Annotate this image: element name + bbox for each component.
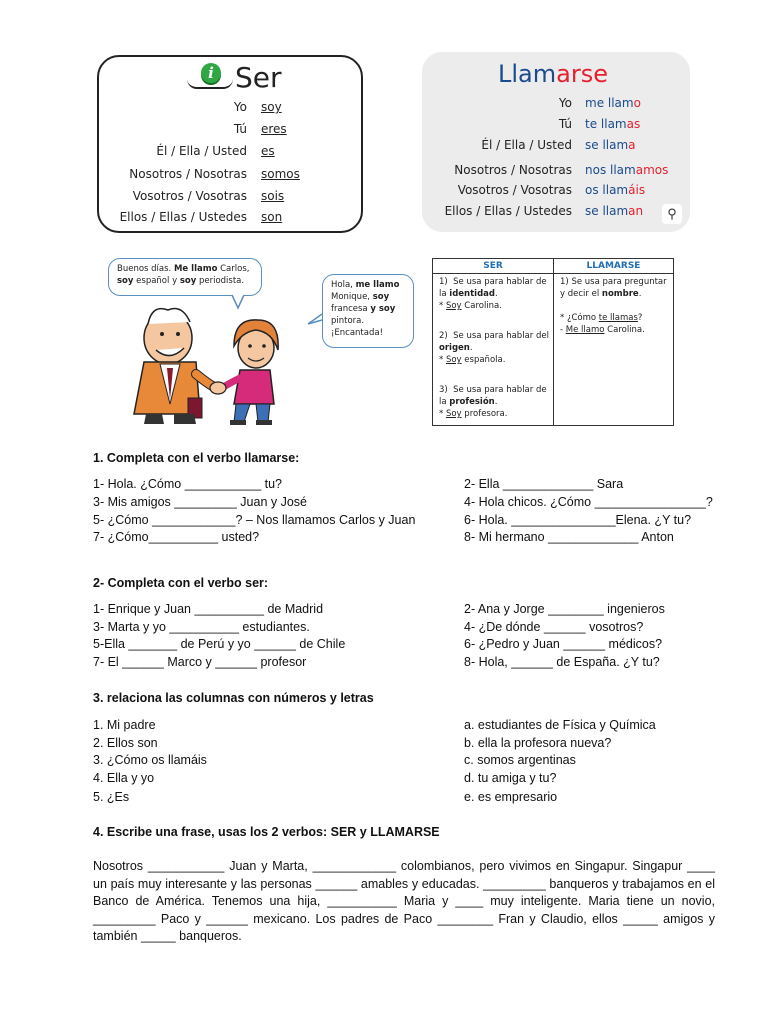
exercise1-right-item: 6- Hola. _______________Elena. ¿Y tu? xyxy=(464,513,692,527)
handshake-illustration xyxy=(104,254,416,426)
llamarse-verb-stem: te llam xyxy=(585,117,627,131)
exercise3-left-item: 5. ¿Es xyxy=(93,790,130,804)
llamarse-pronoun: Nosotros / Nosotras xyxy=(454,163,572,177)
example-rest: española. xyxy=(461,355,506,365)
example-prefix: * xyxy=(439,409,446,419)
exercise4-heading: 4. Escribe una frase, usas los 2 verbos: SER y LLAMARSE xyxy=(93,825,440,839)
greeting-cartoon xyxy=(104,254,416,426)
man-figure xyxy=(134,309,216,425)
llamarse-verb-form xyxy=(585,96,641,110)
rule-text: Se usa para hablar de la xyxy=(439,277,547,299)
llamarse-verb-stem: os llam xyxy=(585,183,629,197)
ser-rule: 2) Se usa para hablar del origen. * Soy española. xyxy=(439,331,549,365)
llamarse-conjugation-card xyxy=(422,52,690,232)
exercise3-right-item: b. ella la profesora nueva? xyxy=(464,736,612,750)
ser-rule: 1) Se usa para hablar de la identidad. * Soy Carolina. xyxy=(439,277,547,311)
example-prefix: * xyxy=(439,301,446,311)
ser-verb-form: eres xyxy=(261,122,287,136)
ser-verb-form: soy xyxy=(261,100,282,114)
handshake-hands xyxy=(210,382,226,394)
exercise1-left-item: 7- ¿Cómo__________ usted? xyxy=(93,530,260,544)
exercise3-right-item: a. estudiantes de Física y Química xyxy=(464,718,656,732)
ser-pronoun: Nosotros / Nosotras xyxy=(129,167,247,181)
llamarse-verb-ending: as xyxy=(626,117,641,131)
ser-verb-form: somos xyxy=(261,167,300,181)
ser-verb-form: es xyxy=(261,144,275,158)
llamarse-pronoun: Vosotros / Vosotras xyxy=(457,183,572,197)
rule-number: 2) xyxy=(439,331,448,341)
ser-conjugation-card xyxy=(97,55,363,233)
exercise2-right-item: 2- Ana y Jorge ________ ingenieros xyxy=(464,602,665,616)
exercise2-right-item: 4- ¿De dónde ______ vosotros? xyxy=(464,620,644,634)
llamarse-verb-stem: se llam xyxy=(585,204,629,218)
rule-text: Se usa para hablar de la xyxy=(439,385,547,407)
table-header-llamarse: LLAMARSE xyxy=(554,259,673,274)
llamarse-pronoun: Ellos / Ellas / Ustedes xyxy=(444,204,572,218)
llamarse-verb-form xyxy=(585,204,643,218)
llamarse-verb-form xyxy=(585,117,640,131)
exercise2-right-item: 8- Hola, ______ de España. ¿Y tu? xyxy=(464,655,660,669)
ser-rule: 3) Se usa para hablar de la profesión. * Soy profesora. xyxy=(439,385,547,419)
llamarse-verb-ending: amos xyxy=(635,163,669,177)
exercise2-heading: 2- Completa con el verbo ser: xyxy=(93,576,269,590)
exercise1-left-item: 5- ¿Cómo ____________? – Nos llamamos Carlos y Juan xyxy=(93,513,416,527)
llamarse-verb-stem: se llam xyxy=(585,138,629,152)
ser-pronoun: Ellos / Ellas / Ustedes xyxy=(119,210,247,224)
info-icon: i xyxy=(201,63,221,83)
exercise3-left-item: 4. Ella y yo xyxy=(93,771,155,785)
llamarse-verb-ending: an xyxy=(628,204,644,218)
exercise1-right-item: 2- Ella _____________ Sara xyxy=(464,477,624,491)
example-verb: Soy xyxy=(445,355,462,365)
exercise4-paragraph: Nosotros ___________ Juan y Marta, ____________ colombianos, pero vivimos en Singapur. Singapur ____ un país muy interesante y las personas ______ amables y educadas. _________ banqueros y trabajamos en el Banco de América. Tenemos una hija, __________ Maria y ____ muy inteligente. Maria tiene un novio, _________ Paco y ______ mexicano. Los padres de Paco ________ Fran y Claudio, ellos _____ amigos y también _____ banqueros. xyxy=(93,859,715,943)
llamarse-pronoun: Él / Ella / Usted xyxy=(481,138,572,152)
ser-pronoun: Yo xyxy=(233,100,247,114)
llamarse-verb-stem: me llam xyxy=(585,96,634,110)
exercise3-heading: 3. relaciona las columnas con números y letras xyxy=(93,691,374,705)
ser-pronoun: Vosotros / Vosotras xyxy=(132,189,247,203)
exercise1-right-item: 4- Hola chicos. ¿Cómo ________________? xyxy=(464,495,713,509)
exercise3-left-item: 3. ¿Cómo os llamáis xyxy=(93,753,207,767)
ser-vs-llamarse-table xyxy=(432,258,674,426)
example-verb: Soy xyxy=(445,409,462,419)
rule-keyword: profesión xyxy=(449,397,495,407)
llamarse-verb-form xyxy=(585,183,645,197)
example-verb: Soy xyxy=(445,301,462,311)
ser-pronoun: Él / Ella / Usted xyxy=(156,144,247,158)
llamarse-verb-ending: o xyxy=(633,96,641,110)
llamarse-rule: 1) Se usa para preguntar y decir el nombre. * ¿Cómo te llamas? - Me llamo Carolina. xyxy=(560,277,667,335)
exercise3-right-item: d. tu amiga y tu? xyxy=(464,771,557,785)
man-speech-bubble: Buenos días. Me llamo Carlos, soy español y soy periodista. xyxy=(108,258,262,296)
llamarse-verb-form xyxy=(585,138,636,152)
llamarse-pronoun: Yo xyxy=(558,96,572,110)
exercise3-left-item: 2. Ellos son xyxy=(93,736,158,750)
llamarse-verb-ending: áis xyxy=(628,183,646,197)
example-rest: Carolina. xyxy=(461,301,502,311)
rule-text: Se usa para hablar del xyxy=(453,331,549,341)
exercise2-right-item: 6- ¿Pedro y Juan ______ médicos? xyxy=(464,637,663,651)
exercise1-right-item: 8- Mi hermano _____________ Anton xyxy=(464,530,674,544)
exercise3-right-item: e. es empresario xyxy=(464,790,558,804)
rule-keyword: identidad xyxy=(449,289,495,299)
exercise1-heading: 1. Completa con el verbo llamarse: xyxy=(93,451,300,465)
ser-pronoun: Tú xyxy=(233,122,247,136)
exercise2-left-item: 3- Marta y yo __________ estudiantes. xyxy=(93,620,310,634)
exercise3-right-item: c. somos argentinas xyxy=(464,753,576,767)
exercise2-left-item: 5-Ella _______ de Perú y yo ______ de Chile xyxy=(93,637,346,651)
exercise3-left-item: 1. Mi padre xyxy=(93,718,156,732)
example-rest: profesora. xyxy=(461,409,508,419)
llamarse-verb-stem: nos llam xyxy=(585,163,636,177)
ser-verb-form: son xyxy=(261,210,283,224)
ser-verb-form: sois xyxy=(261,189,285,203)
woman-speech-bubble: Hola, me llamo Monique, soy francesa y soy pintora. ¡Encantada! xyxy=(322,274,414,348)
rule-keyword: origen xyxy=(439,343,470,353)
exercise1-left-item: 3- Mis amigos _________ Juan y José xyxy=(93,495,308,509)
ser-card-title: Ser xyxy=(235,61,282,94)
example-prefix: * xyxy=(439,355,446,365)
llamarse-verb-ending: a xyxy=(628,138,636,152)
exercise2-left-item: 7- El ______ Marco y ______ profesor xyxy=(93,655,307,669)
rule-number: 1) xyxy=(439,277,448,287)
llamarse-card-title: Llamarse xyxy=(498,60,608,88)
exercise2-left-item: 1- Enrique y Juan __________ de Madrid xyxy=(93,602,324,616)
llamarse-pronoun: Tú xyxy=(558,117,572,131)
llamarse-verb-form xyxy=(585,163,668,177)
table-header-ser: SER xyxy=(433,259,553,274)
rule-number: 3) xyxy=(439,385,448,395)
zoom-icon[interactable]: ⚲ xyxy=(662,204,682,224)
woman-figure xyxy=(222,320,278,425)
exercise1-left-item: 1- Hola. ¿Cómo ___________ tu? xyxy=(93,477,283,491)
